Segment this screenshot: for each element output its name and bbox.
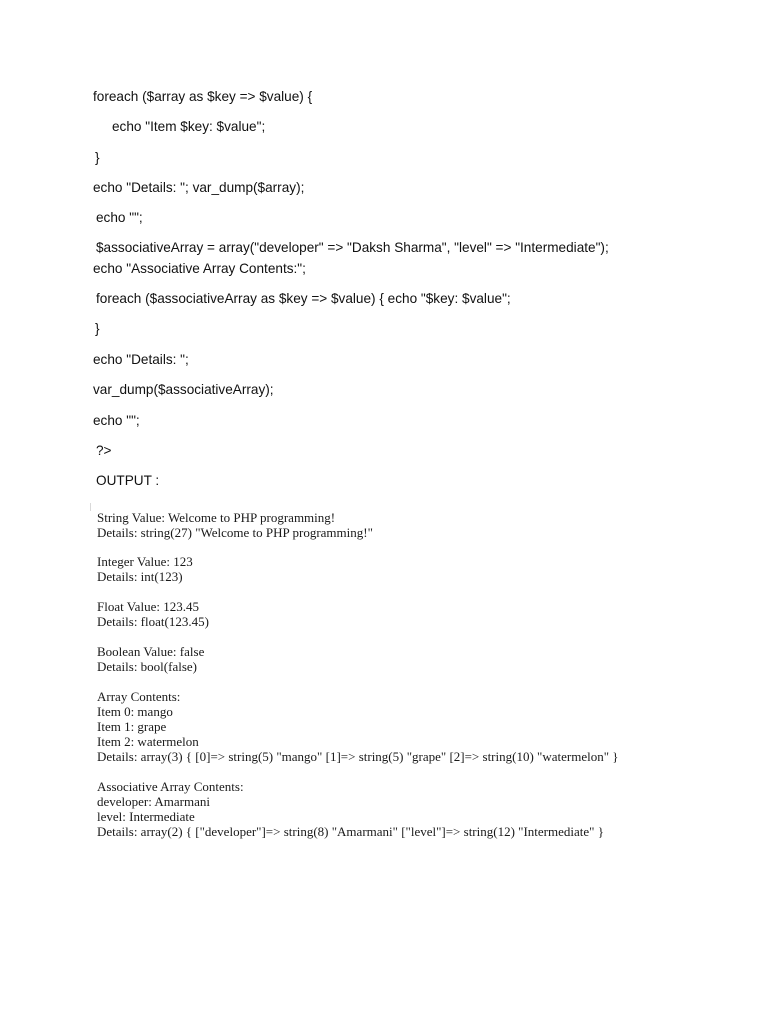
output-line-boolean-details: Details: bool(false): [97, 659, 197, 674]
output-line-array-details: Details: array(3) { [0]=> string(5) "mango" [1]=> string(5) "grape" [2]=> string(10) "watermelon" }: [97, 749, 619, 764]
screenshot-edge: [90, 503, 91, 511]
output-line-developer: developer: Amarmani: [97, 794, 210, 809]
output-line-boolean-value: Boolean Value: false: [97, 644, 205, 659]
code-line-php-close-tag: ?>: [96, 443, 112, 458]
code-line-foreach-assoc: foreach ($associativeArray as $key => $value) { echo "$key: $value";: [96, 291, 511, 306]
code-line-var-dump-assoc: var_dump($associativeArray);: [93, 382, 274, 397]
output-line-item-2: Item 2: watermelon: [97, 734, 199, 749]
code-line-echo-assoc-contents: echo "Associative Array Contents:";: [93, 261, 306, 276]
output-heading: OUTPUT :: [96, 473, 160, 488]
output-line-string-details: Details: string(27) "Welcome to PHP programming!": [97, 525, 373, 540]
output-line-level: level: Intermediate: [97, 809, 195, 824]
output-line-item-0: Item 0: mango: [97, 704, 173, 719]
output-line-item-1: Item 1: grape: [97, 719, 167, 734]
code-line-echo-item: echo "Item $key: $value";: [112, 119, 266, 134]
output-line-float-details: Details: float(123.45): [97, 614, 209, 629]
output-line-assoc-contents: Associative Array Contents:: [97, 779, 244, 794]
code-line-echo-empty: echo "";: [93, 413, 140, 428]
output-line-assoc-details: Details: array(2) { ["developer"]=> string(8) "Amarmani" ["level"]=> string(12) "Intermediate" }: [97, 824, 604, 839]
output-line-string-value: String Value: Welcome to PHP programming!: [97, 510, 336, 525]
output-line-float-value: Float Value: 123.45: [97, 599, 199, 614]
output-line-array-contents: Array Contents:: [97, 689, 181, 704]
code-line-echo-details: echo "Details: ";: [93, 352, 189, 367]
code-line-close-brace: }: [95, 321, 100, 336]
output-line-integer-value: Integer Value: 123: [97, 554, 193, 569]
code-line-close-brace: }: [95, 150, 100, 165]
code-line-echo-empty: echo "";: [96, 210, 143, 225]
code-line-associative-array: $associativeArray = array("developer" => "Daksh Sharma", "level" => "Intermediate");: [96, 240, 609, 255]
code-line-foreach-array: foreach ($array as $key => $value) {: [93, 89, 313, 104]
output-line-integer-details: Details: int(123): [97, 569, 183, 584]
code-line-var-dump-array: echo "Details: "; var_dump($array);: [93, 180, 305, 195]
output-screenshot: [90, 503, 670, 843]
